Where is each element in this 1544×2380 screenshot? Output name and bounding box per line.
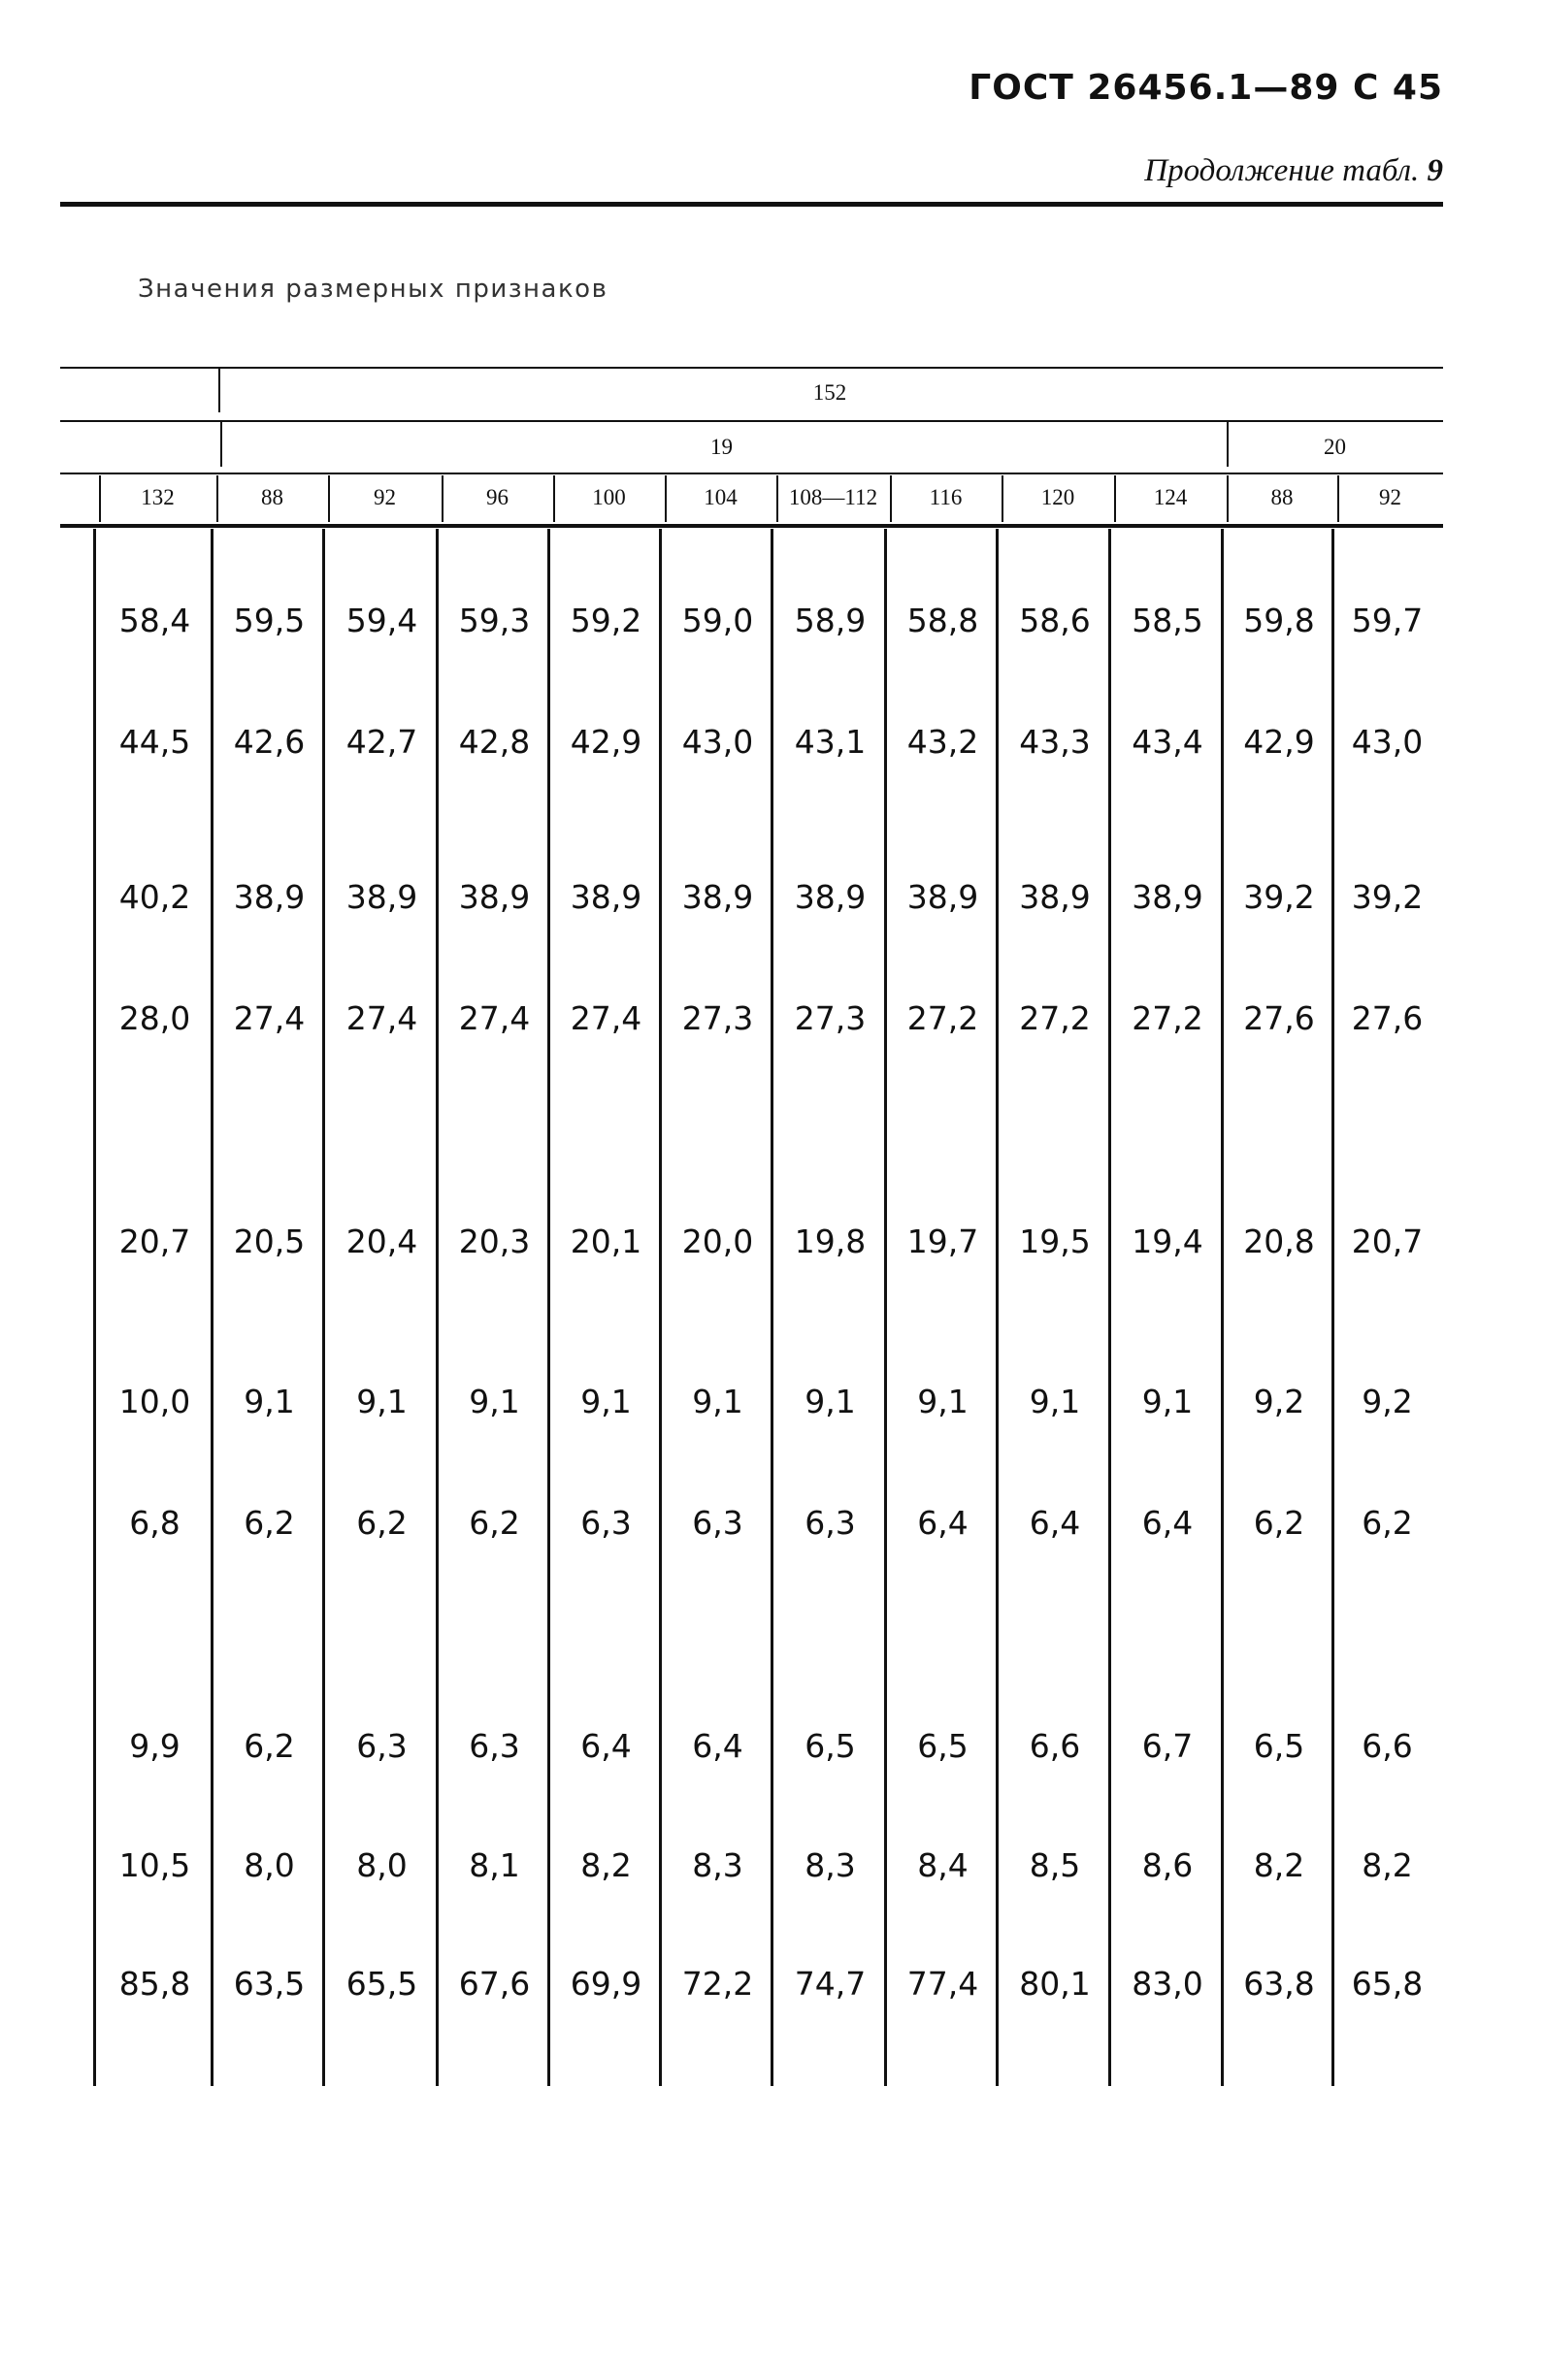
table-cell: 38,9 (1132, 878, 1203, 916)
table-cell: 6,8 (129, 1504, 181, 1542)
table-cell: 9,1 (692, 1383, 743, 1420)
table-cell: 42,9 (1243, 723, 1315, 761)
table-cell: 6,3 (356, 1727, 408, 1765)
table-cell: 39,2 (1243, 878, 1315, 916)
table-cell: 43,1 (794, 723, 867, 761)
table-number: 9 (1427, 153, 1443, 188)
table-cell: 65,5 (345, 1965, 418, 2003)
table-cell: 27,2 (1132, 999, 1203, 1037)
table-cell: 59,0 (681, 602, 754, 639)
table-cell: 8,0 (356, 1846, 408, 1884)
table-cell: 27,4 (570, 999, 642, 1037)
table-rule-0 (60, 367, 1443, 369)
table-cell: 59,7 (1351, 602, 1424, 639)
column-divider (211, 529, 214, 2086)
table-cell: 8,6 (1141, 1846, 1194, 1884)
table-cell: 20,7 (118, 1223, 191, 1260)
table-cell: 9,1 (244, 1383, 295, 1420)
table-cell: 59,3 (458, 602, 531, 639)
table-cell: 8,5 (1029, 1846, 1081, 1884)
table-cell: 83,0 (1132, 1965, 1203, 2003)
table-cell: 39,2 (1351, 878, 1424, 916)
table-cell: 19,5 (1019, 1223, 1091, 1260)
table-cell: 9,2 (1253, 1383, 1305, 1420)
column-header: 88 (1270, 485, 1294, 509)
table-cell: 19,7 (906, 1223, 979, 1260)
table-cell: 63,5 (233, 1965, 306, 2003)
table-cell: 38,9 (458, 878, 531, 916)
table-cell: 27,4 (233, 999, 306, 1037)
table-cell: 27,3 (794, 999, 867, 1037)
table-cell: 28,0 (118, 999, 191, 1037)
table-cell: 8,0 (244, 1846, 295, 1884)
column-divider (771, 529, 773, 2086)
column-header: 88 (261, 485, 283, 509)
table-cell: 27,6 (1351, 999, 1424, 1037)
table-cell: 58,5 (1132, 602, 1203, 639)
table-cell: 19,8 (794, 1223, 867, 1260)
table-rule-3 (60, 524, 1443, 528)
table-cell: 20,5 (233, 1223, 306, 1260)
column-header: 92 (374, 485, 396, 509)
table-cell: 59,8 (1243, 602, 1315, 639)
table-cell: 10,0 (118, 1383, 191, 1420)
header-rule (60, 202, 1443, 207)
table-cell: 6,5 (917, 1727, 969, 1765)
table-cell: 6,3 (805, 1504, 856, 1542)
column-divider (996, 529, 999, 2086)
table-cell: 38,9 (1019, 878, 1091, 916)
table-rule-2 (60, 473, 1443, 474)
table-cell: 72,2 (681, 1965, 754, 2003)
column-header: 104 (704, 485, 738, 509)
table-cell: 6,2 (244, 1727, 295, 1765)
table-cell: 80,1 (1019, 1965, 1091, 2003)
column-header: 108—112 (788, 485, 878, 509)
column-divider (1221, 529, 1224, 2086)
table-cell: 20,7 (1351, 1223, 1424, 1260)
column-divider (1331, 529, 1334, 2086)
table-cell: 42,7 (345, 723, 418, 761)
table-cell: 63,8 (1243, 1965, 1315, 2003)
table-cell: 65,8 (1351, 1965, 1424, 2003)
table-cell: 20,8 (1243, 1223, 1315, 1260)
table-cell: 85,8 (118, 1965, 191, 2003)
table-cell: 27,3 (681, 999, 754, 1037)
column-divider (436, 529, 439, 2086)
table-cell: 6,2 (356, 1504, 408, 1542)
table-cell: 8,3 (692, 1846, 743, 1884)
table-cell: 58,6 (1019, 602, 1091, 639)
table-cell: 58,8 (906, 602, 979, 639)
table-cell: 6,6 (1029, 1727, 1081, 1765)
table-cell: 59,5 (233, 602, 306, 639)
table-cell: 6,5 (1253, 1727, 1305, 1765)
table-cell: 6,2 (1253, 1504, 1305, 1542)
column-divider (1108, 529, 1111, 2086)
column-header: 116 (929, 485, 963, 509)
table-cell: 9,1 (1029, 1383, 1081, 1420)
table-cell: 27,4 (458, 999, 531, 1037)
header-level-20: 20 (1324, 435, 1346, 459)
column-header: 120 (1040, 485, 1075, 509)
table-cell: 69,9 (570, 1965, 642, 2003)
table-cell: 6,4 (1141, 1504, 1194, 1542)
table-cell: 42,9 (570, 723, 642, 761)
table-cell: 38,9 (906, 878, 979, 916)
table-rule-1 (60, 420, 1443, 422)
table-cell: 9,1 (469, 1383, 520, 1420)
table-cell: 8,1 (469, 1846, 520, 1884)
table-cell: 42,8 (458, 723, 531, 761)
table-cell: 20,0 (681, 1223, 754, 1260)
table-cell: 27,4 (345, 999, 418, 1037)
table-cell: 9,1 (580, 1383, 632, 1420)
table-cell: 9,1 (1141, 1383, 1194, 1420)
table-cell: 77,4 (906, 1965, 979, 2003)
table-cell: 8,2 (580, 1846, 632, 1884)
table-cell: 59,4 (345, 602, 418, 639)
table-cell: 58,9 (794, 602, 867, 639)
header-level-19: 19 (710, 435, 733, 459)
column-header: 132 (141, 485, 175, 509)
table-cell: 20,4 (345, 1223, 418, 1260)
table-cell: 44,5 (118, 723, 191, 761)
table-cell: 20,3 (458, 1223, 531, 1260)
column-header: 100 (592, 485, 626, 509)
table-cell: 6,2 (469, 1504, 520, 1542)
table-cell: 9,1 (805, 1383, 856, 1420)
table-cell: 43,0 (1351, 723, 1424, 761)
table-cell: 6,4 (1029, 1504, 1081, 1542)
table-cell: 10,5 (118, 1846, 191, 1884)
table-cell: 38,9 (570, 878, 642, 916)
table-continuation-label (1144, 153, 1443, 189)
table-cell: 6,4 (580, 1727, 632, 1765)
table-cell: 27,2 (1019, 999, 1091, 1037)
table-cell: 6,4 (917, 1504, 969, 1542)
standard-header: ГОСТ 26456.1—89 С 45 (969, 68, 1443, 108)
table-cell: 38,9 (794, 878, 867, 916)
column-header: 124 (1153, 485, 1188, 509)
table-cell: 6,3 (469, 1727, 520, 1765)
table-cell: 38,9 (681, 878, 754, 916)
table-cell: 8,2 (1362, 1846, 1413, 1884)
table-cell: 9,1 (917, 1383, 969, 1420)
table-cell: 43,0 (681, 723, 754, 761)
table-cell: 43,3 (1019, 723, 1091, 761)
table-cell: 74,7 (794, 1965, 867, 2003)
table-cell: 6,6 (1362, 1727, 1413, 1765)
table-cell: 9,2 (1362, 1383, 1413, 1420)
table-cell: 43,4 (1132, 723, 1203, 761)
table-cell: 6,2 (1362, 1504, 1413, 1542)
column-divider (322, 529, 325, 2086)
table-cell: 59,2 (570, 602, 642, 639)
column-header: 92 (1379, 485, 1401, 509)
table-cell: 8,3 (805, 1846, 856, 1884)
header-level-152: 152 (812, 380, 847, 405)
continuation-text: Продолжение табл. (1144, 153, 1420, 188)
table-cell: 27,2 (906, 999, 979, 1037)
table-cell: 43,2 (906, 723, 979, 761)
table-cell: 19,4 (1132, 1223, 1203, 1260)
table-cell: 38,9 (233, 878, 306, 916)
table-cell: 27,6 (1243, 999, 1315, 1037)
table-cell: 8,2 (1253, 1846, 1305, 1884)
table-cell: 9,1 (356, 1383, 408, 1420)
column-divider (547, 529, 550, 2086)
table-cell: 8,4 (917, 1846, 969, 1884)
table-cell: 6,3 (692, 1504, 743, 1542)
table-cell: 58,4 (118, 602, 191, 639)
table-cell: 40,2 (118, 878, 191, 916)
table-cell: 6,7 (1141, 1727, 1194, 1765)
table-cell: 38,9 (345, 878, 418, 916)
column-divider (884, 529, 887, 2086)
table-cell: 20,1 (570, 1223, 642, 1260)
column-divider (93, 529, 96, 2086)
table-cell: 9,9 (129, 1727, 181, 1765)
table-cell: 6,5 (805, 1727, 856, 1765)
table-cell: 6,2 (244, 1504, 295, 1542)
column-divider (659, 529, 662, 2086)
column-header: 96 (486, 485, 509, 509)
table-cell: 6,3 (580, 1504, 632, 1542)
table-cell: 42,6 (233, 723, 306, 761)
table-cell: 67,6 (458, 1965, 531, 2003)
table-cell: 6,4 (692, 1727, 743, 1765)
table-caption: Значения размерных признаков (138, 275, 608, 304)
